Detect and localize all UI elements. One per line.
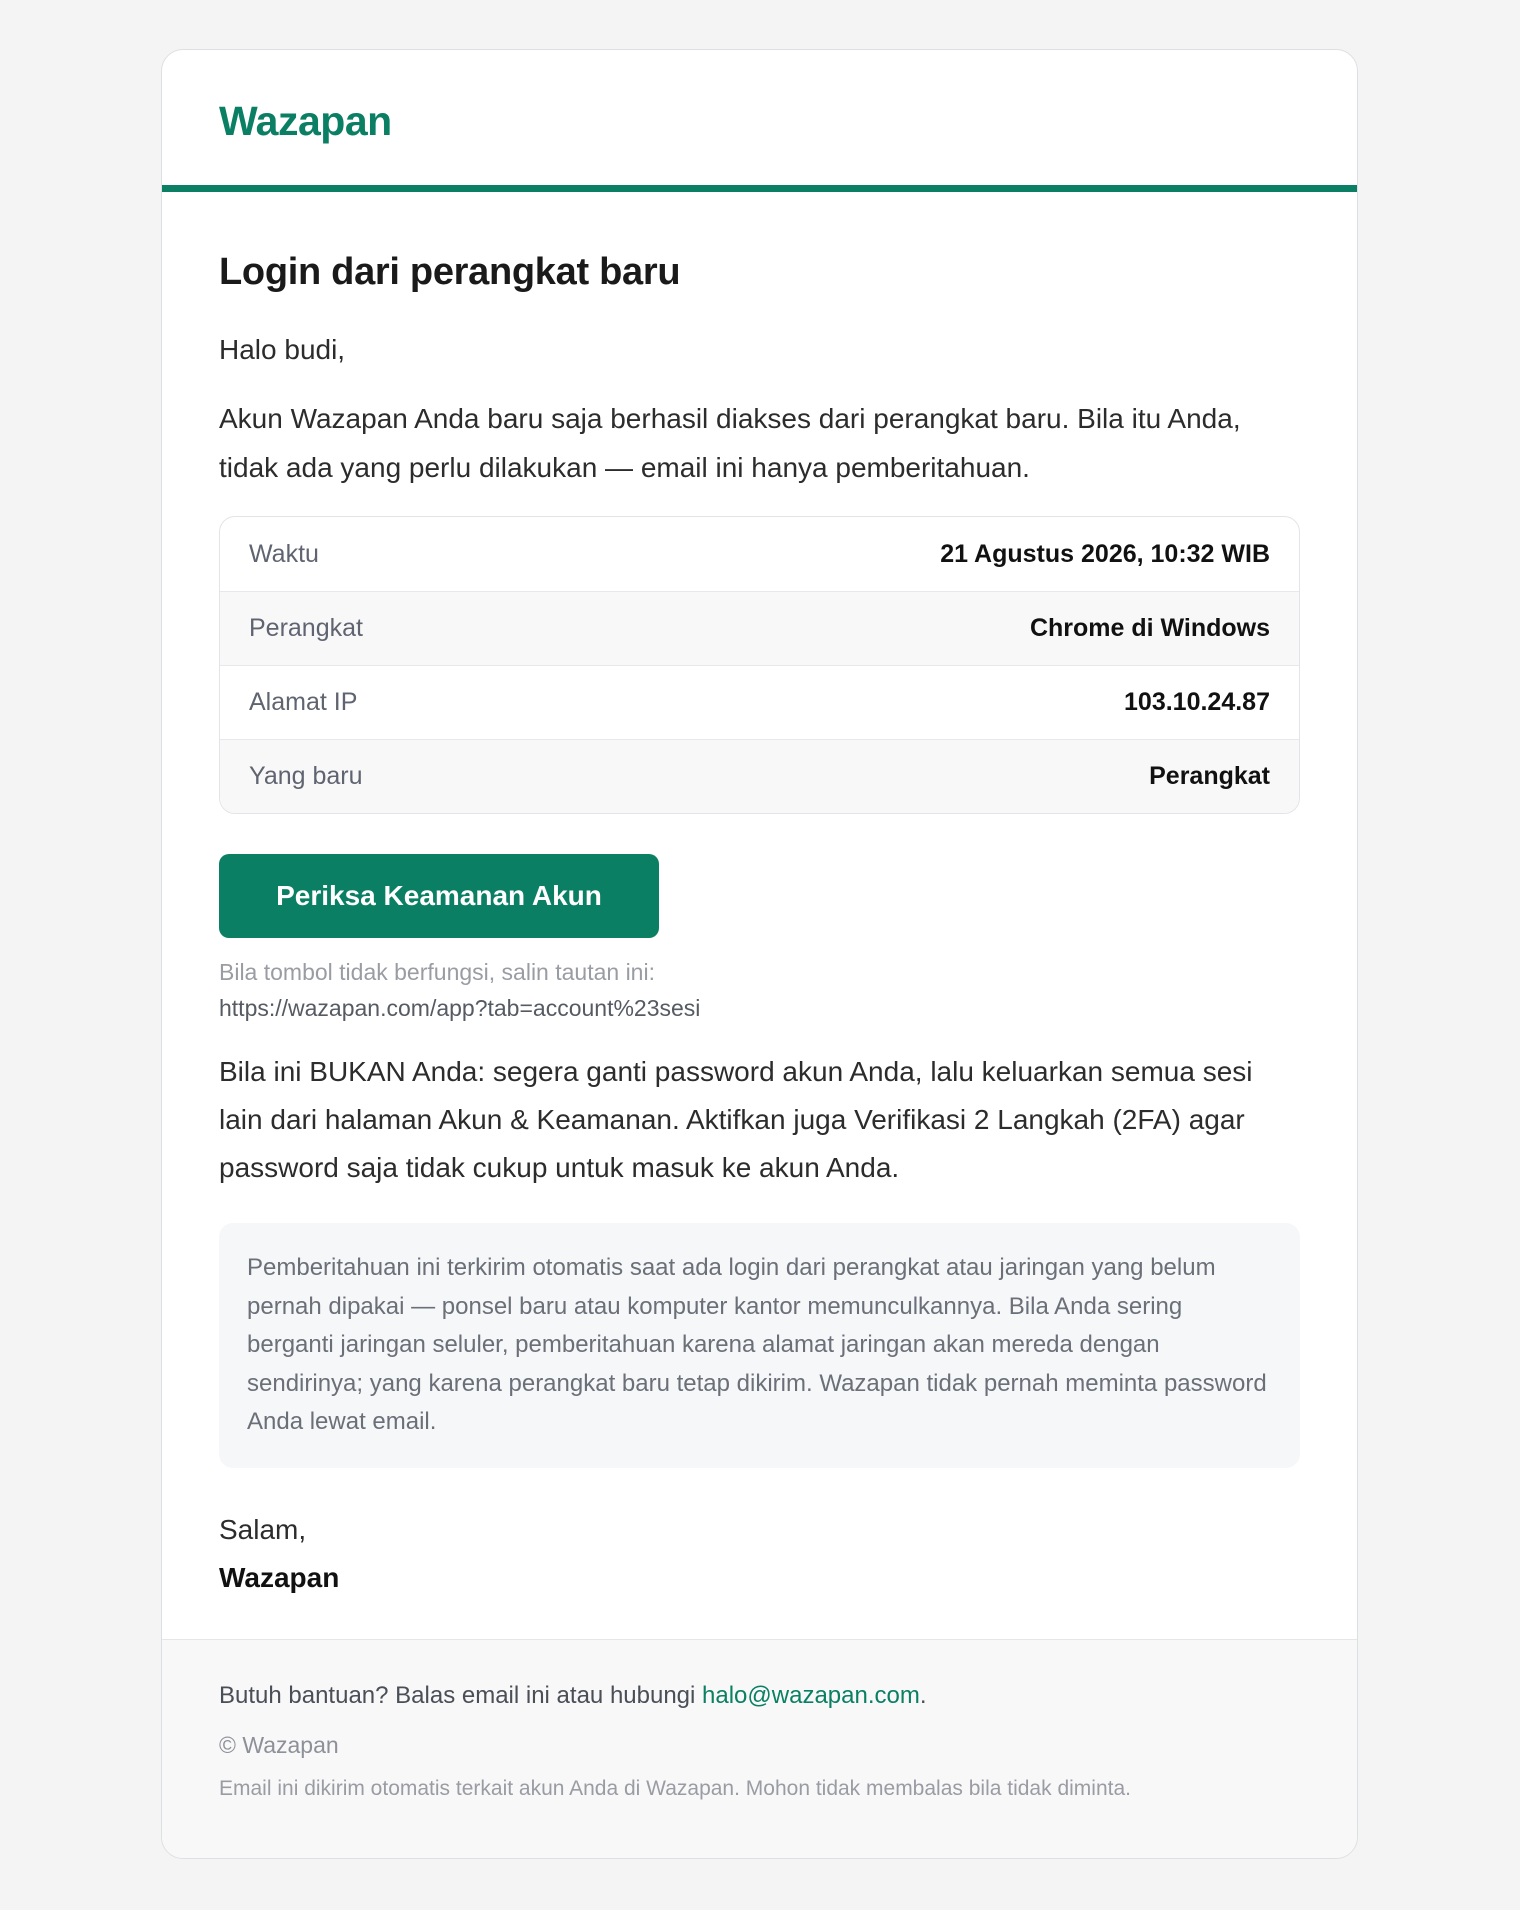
details-value: 21 Agustus 2026, 10:32 WIB (940, 539, 1270, 568)
details-value: Chrome di Windows (1029, 614, 1270, 642)
brand-logo-text: Wazapan (219, 98, 392, 144)
email-title: Login dari perangkat baru (219, 251, 681, 293)
copyright: © Wazapan (219, 1732, 339, 1758)
warning-paragraph: Bila ini BUKAN Anda: segera ganti password akun Anda, lalu keluarkan semua sesi lain dari halaman Akun & Keamanan. Aktifkan juga Verifikasi 2 Langkah (2FA) agar password saja tidak cukup untuk masuk ke akun Anda. (219, 1056, 1253, 1183)
info-notice: Pemberitahuan ini terkirim otomatis saat ada login dari perangkat atau jaringan yang belum pernah dipakai — ponsel baru atau komputer kantor memunculkannya. Bila Anda sering berganti jaringan seluler, pemberitahuan karena alamat jaringan akan mereda dengan sendirinya; yang karena perangkat baru tetap dikirim. Wazapan tidak pernah meminta password Anda lewat email. (219, 1223, 1300, 1468)
email-card (161, 49, 1358, 1859)
greeting: Halo budi, (219, 334, 346, 365)
details-label: Perangkat (249, 614, 363, 642)
email-footer (162, 1639, 1357, 1858)
details-row-time (220, 517, 1299, 591)
details-row-new (220, 739, 1299, 813)
details-row-ip (220, 665, 1299, 739)
signoff (219, 1506, 1300, 1602)
help-suffix: . (919, 1682, 927, 1709)
check-security-button[interactable]: Periksa Keamanan Akun (219, 854, 659, 938)
login-details-table (219, 516, 1300, 814)
email-header (162, 50, 1357, 192)
signoff-name: Wazapan (219, 1561, 340, 1593)
signoff-salutation: Salam, (219, 1513, 307, 1545)
help-email-link[interactable]: halo@wazapan.com (702, 1682, 920, 1709)
help-text: Butuh bantuan? Balas email ini atau hubungi (219, 1682, 703, 1709)
details-label: Waktu (249, 539, 319, 568)
details-value: 103.10.24.87 (1124, 688, 1270, 716)
details-row-device (220, 591, 1299, 665)
intro-paragraph: Akun Wazapan Anda baru saja berhasil diakses dari perangkat baru. Bila itu Anda, tidak ada yang perlu dilakukan — email ini hanya pemberitahuan. (219, 403, 1241, 483)
fallback-note: Bila tombol tidak berfungsi, salin tautan ini: (219, 959, 655, 985)
footer-disclaimer: Email ini dikirim otomatis terkait akun Anda di Wazapan. Mohon tidak membalas bila tidak diminta. (219, 1777, 1131, 1800)
details-label: Yang baru (249, 762, 363, 790)
email-body (162, 192, 1357, 1602)
details-value: Perangkat (1149, 762, 1270, 790)
details-label: Alamat IP (249, 688, 358, 716)
fallback-link[interactable]: https://wazapan.com/app?tab=account%23sesi (219, 995, 701, 1021)
help-line (219, 1682, 1300, 1710)
